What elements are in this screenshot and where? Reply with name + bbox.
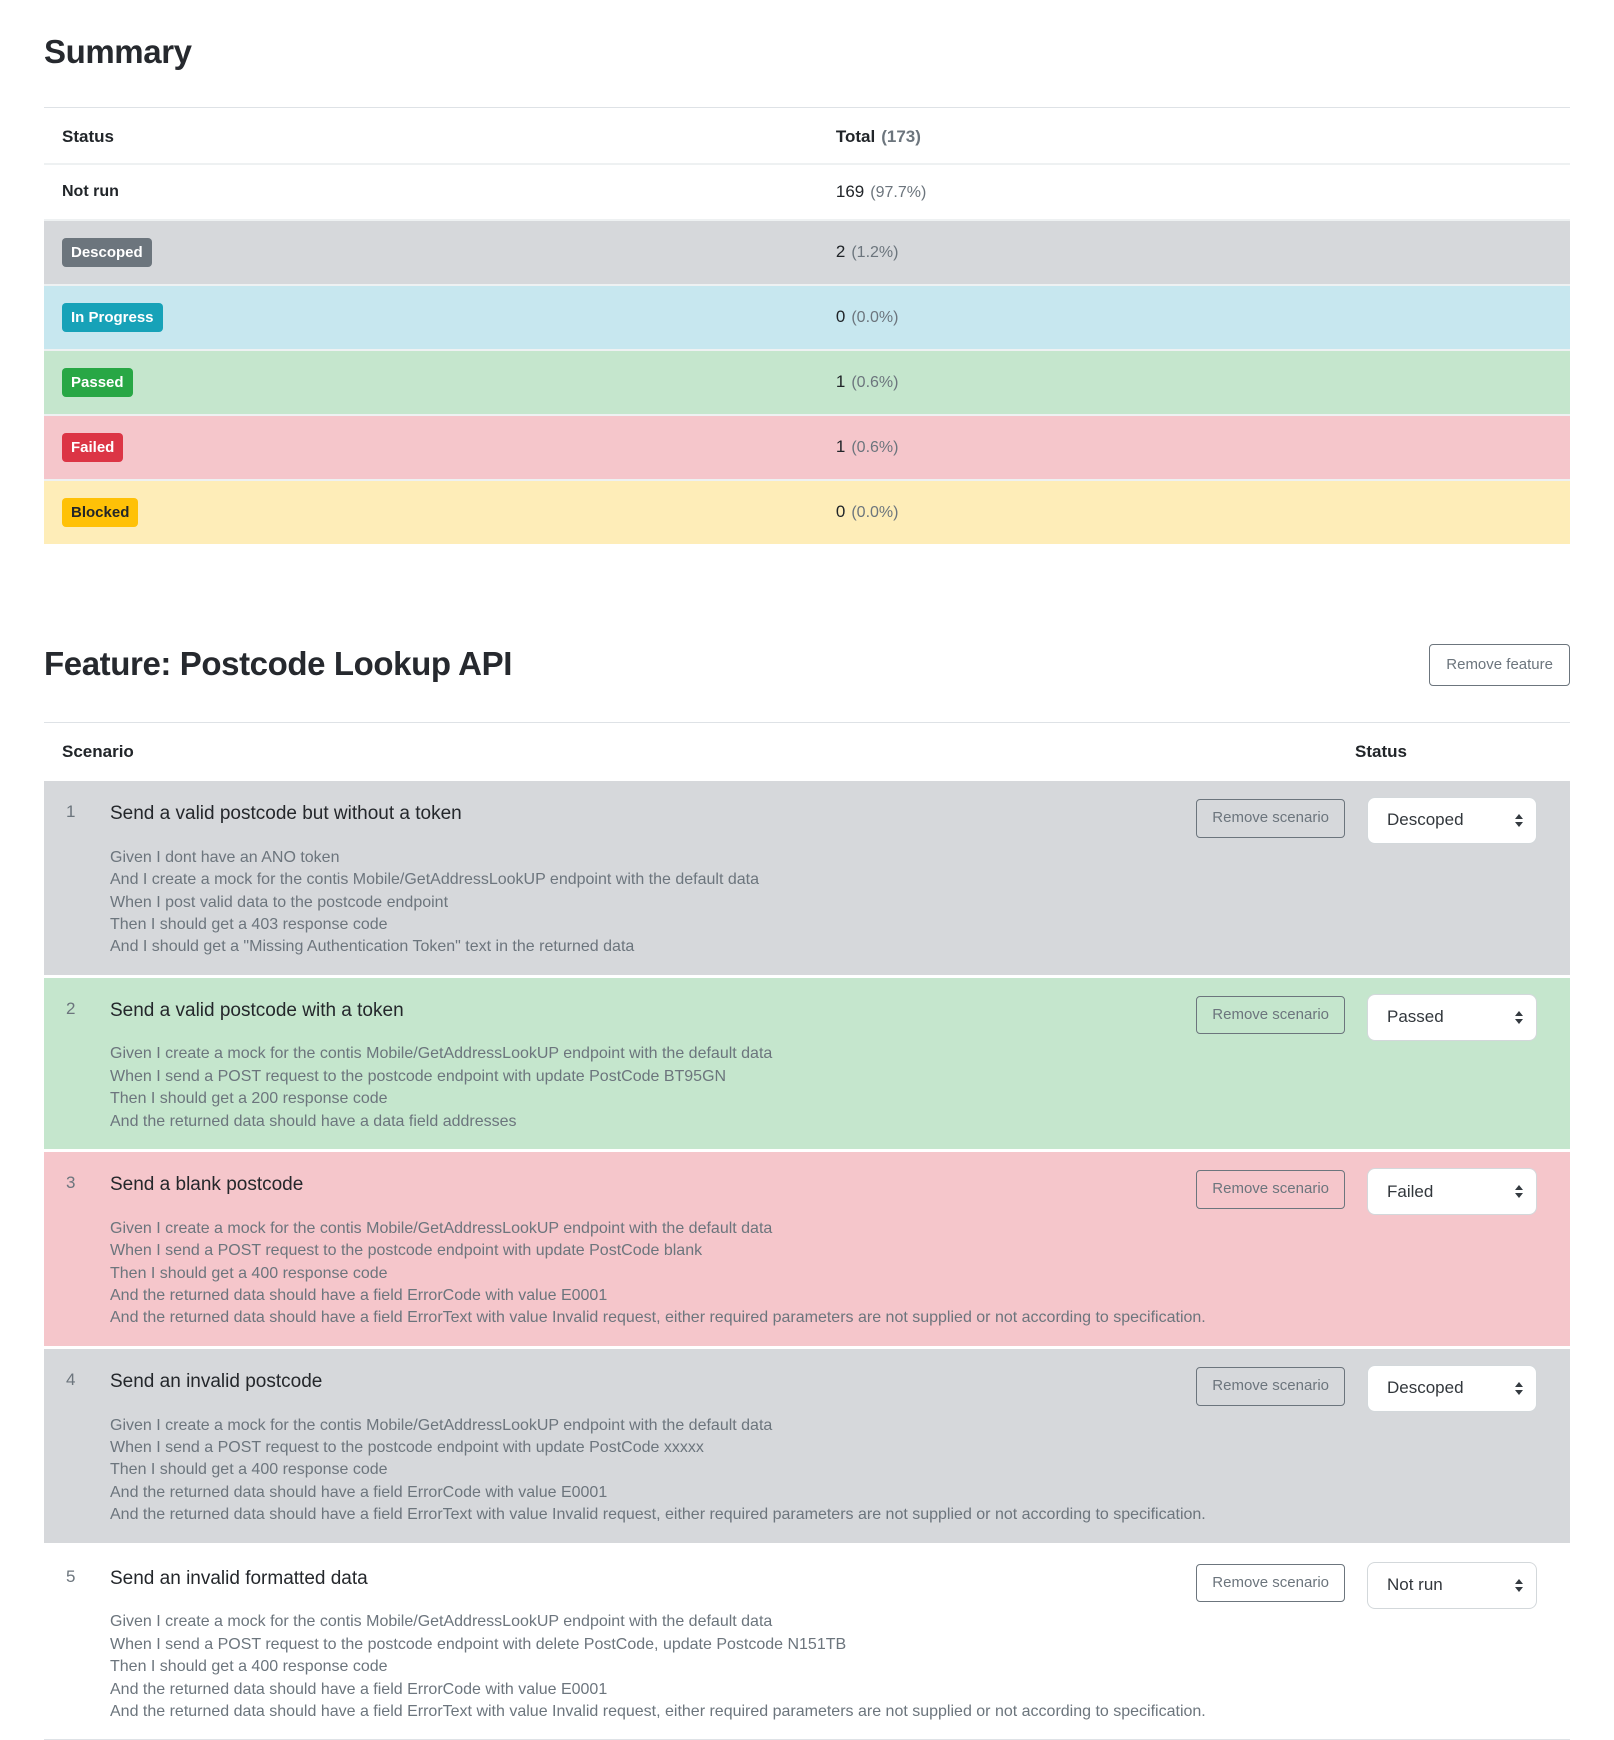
row-pct: (0.6%) xyxy=(851,374,899,392)
summary-title: Summary xyxy=(44,33,192,70)
status-badge: Failed xyxy=(62,433,123,462)
scenario-step: When I send a POST request to the postcode endpoint with update PostCode xxxxx xyxy=(110,1439,704,1457)
summary-row xyxy=(44,350,1570,415)
remove-scenario-button[interactable]: Remove scenario xyxy=(1196,799,1345,838)
remove-scenario-button[interactable]: Remove scenario xyxy=(1196,996,1345,1035)
summary-row xyxy=(44,480,1570,544)
summary-col-status: Status xyxy=(44,107,830,164)
scenario-step: And I should get a "Missing Authentication Token" text in the returned data xyxy=(110,938,635,956)
summary-header-row xyxy=(44,107,1570,164)
scenario-step: And the returned data should have a field ErrorText with value Invalid request, either required parameters are not supplied or not according to specification. xyxy=(110,1309,1206,1327)
scenario-steps xyxy=(110,847,1345,959)
scenario-number: 5 xyxy=(44,1544,90,1740)
summary-table xyxy=(44,107,1570,544)
scenario-title: Send a valid postcode but without a token xyxy=(110,802,462,824)
summary-row xyxy=(44,285,1570,350)
status-select[interactable] xyxy=(1367,1168,1537,1215)
scenario-step: Given I create a mock for the contis Mobile/GetAddressLookUP endpoint with the default data xyxy=(110,1045,773,1063)
scenario-step: Given I create a mock for the contis Mobile/GetAddressLookUP endpoint with the default data xyxy=(110,1416,773,1434)
status-select-value: Not run xyxy=(1387,1575,1443,1595)
scenario-steps xyxy=(110,1218,1345,1330)
summary-row xyxy=(44,164,1570,220)
scenario-header-row xyxy=(44,722,1570,779)
status-select[interactable] xyxy=(1367,797,1537,844)
scenario-step: When I send a POST request to the postcode endpoint with update PostCode BT95GN xyxy=(110,1067,727,1085)
row-pct: (0.6%) xyxy=(851,439,899,457)
row-count: 1 xyxy=(835,437,846,457)
scenario-row xyxy=(44,1151,1570,1348)
status-select[interactable] xyxy=(1367,994,1537,1041)
scenario-title: Send an invalid postcode xyxy=(110,1370,323,1392)
scenario-step: Then I should get a 400 response code xyxy=(110,1461,388,1479)
select-arrows-icon xyxy=(1515,1011,1523,1024)
scenario-step: Then I should get a 403 response code xyxy=(110,915,388,933)
status-badge: Descoped xyxy=(62,238,152,267)
status-select-value: Passed xyxy=(1387,1007,1444,1027)
feature-header xyxy=(44,644,1570,686)
select-arrows-icon xyxy=(1515,814,1523,827)
scenario-steps xyxy=(110,1611,1345,1723)
status-badge: In Progress xyxy=(62,303,163,332)
row-pct: (0.0%) xyxy=(851,309,899,327)
remove-feature-button[interactable]: Remove feature xyxy=(1429,644,1570,686)
scenario-step: Then I should get a 400 response code xyxy=(110,1264,388,1282)
scenario-step: When I send a POST request to the postcode endpoint with update PostCode blank xyxy=(110,1242,703,1260)
row-count: 0 xyxy=(835,307,846,327)
scenario-title: Send a blank postcode xyxy=(110,1174,304,1196)
scenario-step: And the returned data should have a field ErrorText with value Invalid request, either required parameters are not supplied or not according to specification. xyxy=(110,1506,1206,1524)
scenario-step: And the returned data should have a field ErrorCode with value E0001 xyxy=(110,1680,608,1698)
remove-scenario-button[interactable]: Remove scenario xyxy=(1196,1170,1345,1209)
scenario-row xyxy=(44,1544,1570,1740)
summary-col-total xyxy=(830,107,1570,164)
scenario-number: 1 xyxy=(44,779,90,976)
scenario-step: When I send a POST request to the postcode endpoint with delete PostCode, update Postcode N151TB xyxy=(110,1635,847,1653)
row-pct: (1.2%) xyxy=(851,244,899,262)
scenario-col-header: Scenario xyxy=(44,722,1355,779)
remove-scenario-button[interactable]: Remove scenario xyxy=(1196,1564,1345,1603)
row-pct: (0.0%) xyxy=(851,504,899,522)
scenario-step: Then I should get a 400 response code xyxy=(110,1658,388,1676)
scenario-step: Given I dont have an ANO token xyxy=(110,848,340,866)
status-select[interactable] xyxy=(1367,1365,1537,1412)
scenario-step: When I post valid data to the postcode endpoint xyxy=(110,893,449,911)
row-pct: (97.7%) xyxy=(870,183,927,201)
scenario-step: Given I create a mock for the contis Mobile/GetAddressLookUP endpoint with the default data xyxy=(110,1219,773,1237)
status-badge: Not run xyxy=(62,182,119,200)
scenario-row xyxy=(44,779,1570,976)
summary-row xyxy=(44,220,1570,285)
scenario-title: Send an invalid formatted data xyxy=(110,1567,368,1589)
status-col-header: Status xyxy=(1355,722,1570,779)
status-badge: Passed xyxy=(62,368,133,397)
scenario-step: And the returned data should have a field ErrorText with value Invalid request, either required parameters are not supplied or not according to specification. xyxy=(110,1703,1206,1721)
scenario-steps xyxy=(110,1043,1345,1133)
select-arrows-icon xyxy=(1515,1382,1523,1395)
remove-scenario-button[interactable]: Remove scenario xyxy=(1196,1367,1345,1406)
status-select-value: Descoped xyxy=(1387,1378,1464,1398)
row-count: 169 xyxy=(835,181,865,201)
status-select[interactable] xyxy=(1367,1562,1537,1609)
scenario-title: Send a valid postcode with a token xyxy=(110,999,404,1021)
total-label: Total xyxy=(835,126,876,146)
scenario-number: 4 xyxy=(44,1347,90,1544)
scenario-step: And the returned data should have a data field addresses xyxy=(110,1112,517,1130)
row-count: 1 xyxy=(835,372,846,392)
scenario-row xyxy=(44,976,1570,1150)
row-count: 2 xyxy=(835,242,846,262)
total-count: (173) xyxy=(881,126,921,146)
scenario-number: 3 xyxy=(44,1151,90,1348)
scenario-number: 2 xyxy=(44,976,90,1150)
status-badge: Blocked xyxy=(62,498,138,527)
summary-row xyxy=(44,415,1570,480)
status-select-value: Descoped xyxy=(1387,810,1464,830)
scenario-step: Given I create a mock for the contis Mobile/GetAddressLookUP endpoint with the default data xyxy=(110,1613,773,1631)
row-count: 0 xyxy=(835,502,846,522)
scenario-step: And I create a mock for the contis Mobile/GetAddressLookUP endpoint with the default data xyxy=(110,871,759,889)
scenario-steps xyxy=(110,1415,1345,1527)
scenario-table xyxy=(44,722,1570,1740)
scenario-step: And the returned data should have a field ErrorCode with value E0001 xyxy=(110,1483,608,1501)
scenario-step: And the returned data should have a field ErrorCode with value E0001 xyxy=(110,1287,608,1305)
scenario-step: Then I should get a 200 response code xyxy=(110,1090,388,1108)
status-select-value: Failed xyxy=(1387,1181,1434,1201)
select-arrows-icon xyxy=(1515,1185,1523,1198)
feature-title: Feature: Postcode Lookup API xyxy=(44,645,512,683)
scenario-row xyxy=(44,1347,1570,1544)
select-arrows-icon xyxy=(1515,1579,1523,1592)
